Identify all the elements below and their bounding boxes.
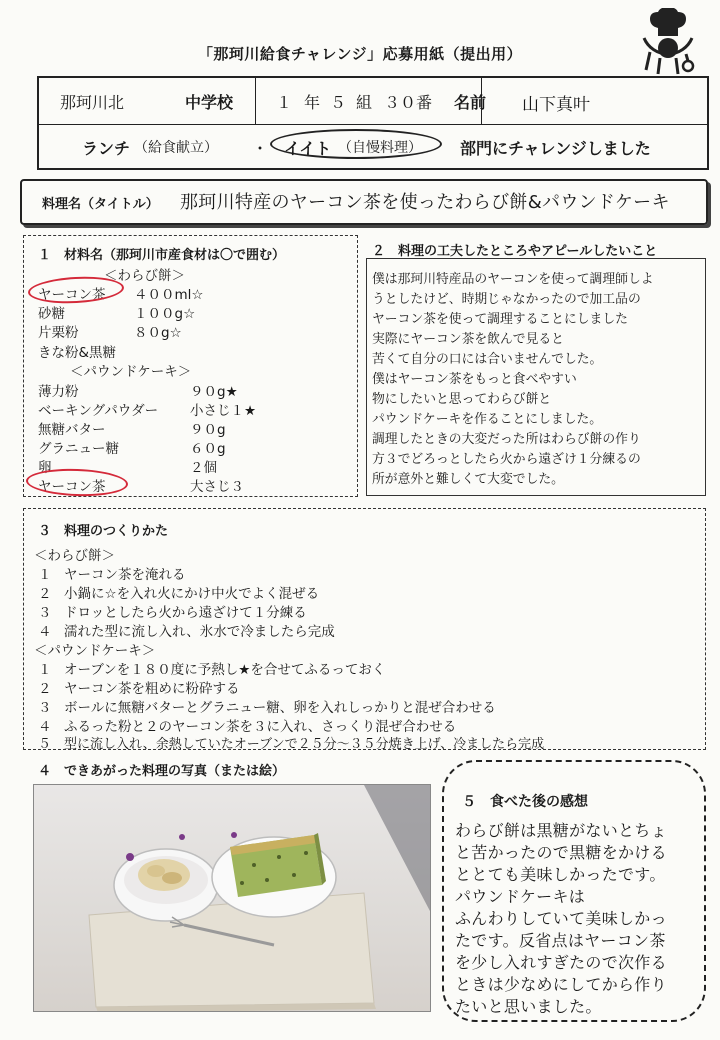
step-text: ヤーコン茶を淹れる (64, 567, 186, 583)
class-value: ５ (330, 93, 347, 112)
step-text: ボールに無糖バターとグラニュー糖、卵を入れしっかりと混ぜ合わせる (64, 700, 496, 716)
material-amount: 小さじ１★ (190, 403, 257, 419)
step-number: ３ (38, 605, 52, 621)
materials-pound-heading: ＜パウンドケーキ＞ (70, 364, 192, 380)
step-text: ドロッとしたら火から遠ざけて１分練る (64, 605, 307, 621)
material-name: 卵 (38, 460, 52, 476)
appeal-line: 所が意外と難しくて大変でした。 (372, 472, 564, 487)
step-text: 小鍋に☆を入れ火にかけ中火でよく混ぜる (64, 586, 320, 602)
material-name: 無糖バター (38, 422, 106, 438)
material-amount: ６０g (190, 441, 226, 457)
material-amount: ８０g☆ (134, 325, 182, 341)
material-name: 片栗粉 (38, 325, 79, 341)
grade-value: １ (276, 93, 293, 112)
material-amount: ９０g★ (190, 384, 238, 400)
step-text: 濡れた型に流し入れ、氷水で冷ましたら完成 (64, 624, 335, 640)
school-name: 那珂川北 (60, 93, 125, 112)
step-number: ４ (38, 624, 52, 640)
material-name: グラニュー糖 (38, 441, 119, 457)
step-number: ３ (38, 700, 52, 716)
grade-unit: 年 (304, 93, 321, 112)
material-name: 砂糖 (38, 306, 65, 322)
step-number: ２ (38, 681, 52, 697)
recipe-warabi-heading: ＜わらび餅＞ (34, 548, 115, 564)
form-title: 「那珂川給食チャレンジ」応募用紙（提出用） (197, 45, 523, 63)
appeal-heading: ２ 料理の工夫したところやアピールしたいこと (372, 244, 658, 259)
step-number: １ (38, 567, 52, 583)
materials-warabi-heading: ＜わらび餅＞ (104, 268, 185, 284)
appeal-line: 僕はヤーコン茶をもっと食べやすい (372, 372, 577, 387)
category-eat: イイト (284, 139, 332, 158)
category-suffix: 部門にチャレンジしました (460, 139, 651, 158)
appeal-line: 調理したときの大変だった所はわらび餅の作り (372, 432, 641, 447)
student-number: ３０番 (384, 93, 433, 112)
recipe-heading: ３ 料理のつくりかた (38, 524, 169, 539)
step-text: ふるった粉と２のヤーコン茶を３に入れ、さっくり混ぜ合わせる (64, 719, 457, 735)
recipe-pound-heading: ＜パウンドケーキ＞ (34, 643, 156, 659)
dish-title: 那珂川特産のヤーコン茶を使ったわらび餅&パウンドケーキ (180, 192, 670, 213)
category-lunch-sub: （給食献立） (134, 140, 218, 156)
material-name: きな粉&黒糖 (38, 345, 117, 361)
impression-line: ときは少なめにしてから作り (455, 975, 667, 994)
dish-photo-illustration (34, 785, 431, 1012)
appeal-line: 方３でどろっとしたら火から遠ざけ１分練るの (372, 452, 641, 467)
material-name: ベーキングパウダー (38, 403, 159, 419)
material-amount: 大さじ３ (190, 479, 244, 495)
category-dot: ・ (252, 139, 269, 158)
impression-line: パウンドケーキは (455, 887, 586, 906)
dish-label: 料理名（タイトル） (42, 197, 159, 212)
material-name: ヤーコン茶 (38, 479, 106, 495)
step-number: ２ (38, 586, 52, 602)
step-number: ５ (38, 737, 52, 752)
chef-logo-icon (636, 8, 700, 78)
impression-line: と苦かったので黒糖をかける (455, 843, 667, 862)
dish-photo (33, 784, 431, 1012)
step-text: ヤーコン茶を粗めに粉砕する (64, 681, 240, 697)
impression-line: わらび餅は黒糖がないとちょ (455, 821, 667, 840)
photo-heading: ４ できあがった料理の写真（または絵） (38, 764, 286, 779)
appeal-line: 僕は那珂川特産品のヤーコンを使って調理師しよ (372, 272, 654, 287)
category-eat-sub: （自慢料理） (338, 140, 422, 156)
impression-heading: ５ 食べた後の感想 (462, 794, 588, 810)
step-text: 型に流し入れ、余熱していたオーブンで２５分～３５分焼き上げ、冷ましたら完成 (64, 737, 545, 752)
appeal-line: ヤーコン茶を使って調理することにしました (372, 312, 628, 327)
material-name: 薄力粉 (38, 384, 79, 400)
impression-line: ふんわりしていて美味しかっ (455, 909, 667, 928)
impression-line: ととても美味しかったです。 (455, 865, 666, 884)
material-amount: ９０g (190, 422, 226, 438)
impression-line: たいと思いました。 (455, 997, 602, 1016)
material-amount: ４００ml☆ (134, 287, 204, 303)
step-text: オーブンを１８０度に予熱し★を合せてふるっておく (64, 662, 386, 678)
step-number: １ (38, 662, 52, 678)
appeal-line: 実際にヤーコン茶を飲んで見ると (372, 332, 564, 347)
school-type: 中学校 (185, 93, 234, 112)
class-unit: 組 (356, 93, 373, 112)
impression-line: たです。反省点はヤーコン茶 (455, 931, 666, 950)
appeal-line: 物にしたいと思ってわらび餅と (372, 392, 552, 407)
impression-line: を少し入れすぎたので次作る (455, 953, 667, 972)
material-amount: １００g☆ (134, 306, 196, 322)
step-number: ４ (38, 719, 52, 735)
appeal-line: うとしたけど、時期じゃなかったので加工品の (372, 292, 641, 307)
appeal-line: 苦くて自分の口には合いませんでした。 (372, 352, 603, 367)
category-lunch: ランチ (82, 139, 131, 158)
material-name: ヤーコン茶 (38, 287, 106, 303)
materials-heading: １ 材料名（那珂川市産食材は〇で囲む） (38, 248, 286, 263)
student-name: 山下真叶 (522, 95, 590, 115)
material-amount: ２個 (190, 460, 217, 476)
appeal-line: パウンドケーキを作ることにしました。 (372, 412, 603, 427)
name-label: 名前 (454, 93, 487, 112)
